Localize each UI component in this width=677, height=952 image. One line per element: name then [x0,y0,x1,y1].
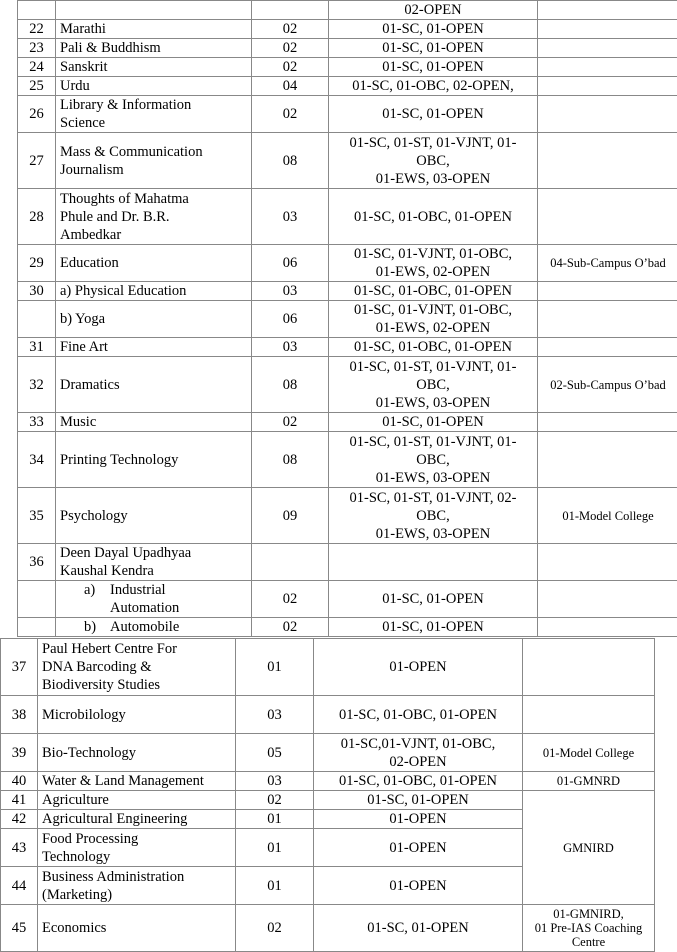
subject-cell-line: Agriculture [42,791,231,809]
subject-text [110,581,179,617]
reservation-cell [314,810,523,829]
reservation-cell [329,432,538,488]
subject-cell-line: Music [60,413,247,431]
remarks-cell-line: 01-GMNRD [527,774,650,788]
subject-cell-line: Education [60,254,247,272]
subject-cell-line: Marathi [60,20,247,38]
reservation-cell-line: 01-SC, 01-ST, 01-VJNT, 01- [333,358,533,376]
subject-cell-line: Psychology [60,507,247,525]
reservation-cell [314,696,523,734]
seats-cell: 02 [252,618,329,637]
subject-cell-line: Business Administration [42,868,231,886]
row-number: 23 [18,39,56,58]
seats-cell: 08 [252,357,329,413]
remarks-cell-line: 01 Pre-IAS Coaching [527,921,650,935]
reservation-cell [329,544,538,581]
reservation-cell [329,581,538,618]
remarks-cell-line: 02-Sub-Campus O’bad [542,378,674,392]
seats-cell: 08 [252,432,329,488]
table-row [18,77,677,96]
subject-cell-line: Printing Technology [60,451,247,469]
seats-cell: 09 [252,488,329,544]
row-number: 24 [18,58,56,77]
remarks-cell [538,133,677,189]
reservation-cell [314,867,523,905]
subject-cell [38,772,236,791]
reservation-cell-line: 01-SC, 01-ST, 01-VJNT, 01- [333,134,533,152]
subject-cell [56,133,252,189]
remarks-cell-line: 01-Model College [527,746,650,760]
reservation-cell-line: 01-SC, 01-OPEN [333,105,533,123]
reservation-cell-line: 01-SC, 01-OBC, 01-OPEN [333,338,533,356]
reservation-cell-line: 01-SC, 01-OPEN [333,618,533,636]
table-row [18,357,677,413]
row-number: 44 [1,867,38,905]
table-row [18,20,677,39]
seat-table-part-2 [0,638,655,952]
reservation-cell-line: OBC, [333,451,533,469]
remarks-cell [538,39,677,58]
remarks-cell-line: Centre [527,935,650,949]
row-number: 38 [1,696,38,734]
table-row [1,734,655,772]
reservation-cell [314,772,523,791]
reservation-cell-line: 01-SC, 01-OPEN [318,791,518,809]
seats-cell [252,544,329,581]
table-row [18,58,677,77]
subject-cell [56,338,252,357]
subject-cell-line: DNA Barcoding & [42,658,231,676]
subject-cell-line: Bio-Technology [42,744,231,762]
remarks-cell-line: 01-GMNIRD, [527,907,650,921]
remarks-cell [523,734,655,772]
remarks-cell [538,338,677,357]
seats-cell: 03 [236,772,314,791]
reservation-cell [314,829,523,867]
seat-table-part-1 [17,0,677,637]
subject-cell-line: Agricultural Engineering [42,810,231,828]
reservation-cell-line: 01-SC, 01-ST, 01-VJNT, 02- [333,489,533,507]
seats-cell: 05 [236,734,314,772]
table-row [18,189,677,245]
reservation-cell-line: 01-SC, 01-OPEN [333,20,533,38]
reservation-cell [329,488,538,544]
subject-cell-line: (Marketing) [42,886,231,904]
reservation-cell [329,96,538,133]
table-row [18,488,677,544]
remarks-cell-line: 01-Model College [542,509,674,523]
row-number: 28 [18,189,56,245]
table-row [1,905,655,952]
subject-cell [56,282,252,301]
table-row [1,791,655,810]
row-number: 31 [18,338,56,357]
subject-cell-line: Sanskrit [60,58,247,76]
reservation-cell-line: 01-OPEN [318,810,518,828]
list-marker: a) [84,581,110,617]
seats-cell: 01 [236,867,314,905]
seats-cell: 06 [252,301,329,338]
reservation-cell [329,413,538,432]
subject-cell-line: Ambedkar [60,226,247,244]
reservation-cell-line: 01-SC, 01-OPEN [318,919,518,937]
subject-cell-line: Dramatics [60,376,247,394]
row-number: 42 [1,810,38,829]
reservation-cell-line: 01-SC, 01-ST, 01-VJNT, 01- [333,433,533,451]
table-row [18,96,677,133]
subject-cell [56,58,252,77]
subject-cell [56,618,252,637]
remarks-cell [538,432,677,488]
subject-cell [56,488,252,544]
subject-cell [56,39,252,58]
subject-cell-line: Journalism [60,161,247,179]
reservation-cell [314,791,523,810]
subject-cell-line: Automobile [110,618,179,636]
row-number: 36 [18,544,56,581]
subject-cell-line: Library & Information [60,96,247,114]
subject-cell [56,189,252,245]
table-row [18,544,677,581]
seats-cell: 02 [252,413,329,432]
reservation-cell-line: 01-SC, 01-VJNT, 01-OBC, [333,301,533,319]
subject-cell-line: Industrial [110,581,179,599]
reservation-cell-line: OBC, [333,376,533,394]
reservation-cell [329,189,538,245]
reservation-cell-line: 01-SC, 01-OPEN [333,39,533,57]
row-number: 34 [18,432,56,488]
row-number: 25 [18,77,56,96]
seats-cell: 02 [252,96,329,133]
seats-cell: 03 [252,189,329,245]
subject-cell [56,301,252,338]
reservation-cell-line: 01-OPEN [318,839,518,857]
table-row [1,639,655,696]
subject-cell-line: b) Yoga [60,310,247,328]
subject-cell-line: Microbilology [42,706,231,724]
subject-cell-line: Science [60,114,247,132]
row-number: 37 [1,639,38,696]
remarks-cell [538,20,677,39]
table-row [18,282,677,301]
subject-cell [38,810,236,829]
subject-cell [38,791,236,810]
remarks-cell-merged: GMNIRD [523,791,655,905]
table-row [18,39,677,58]
reservation-cell-line: 01-OPEN [318,877,518,895]
subject-cell-line: Deen Dayal Upadhyaa [60,544,247,562]
reservation-cell [329,39,538,58]
table-row [18,1,677,20]
reservation-cell [329,338,538,357]
subject-cell [56,357,252,413]
row-number: 33 [18,413,56,432]
table-row [1,772,655,791]
seats-cell: 02 [252,581,329,618]
subject-cell-line: Biodiversity Studies [42,676,231,694]
reservation-cell-line: 01-SC, 01-OBC, 01-OPEN [333,282,533,300]
reservation-cell-line: 01-SC, 01-OPEN [333,58,533,76]
reservation-cell-line: 01-SC, 01-VJNT, 01-OBC, [333,245,533,263]
subject-cell [56,413,252,432]
subject-cell-line: Fine Art [60,338,247,356]
subject-cell-line: Urdu [60,77,247,95]
subject-cell [56,77,252,96]
remarks-cell [538,413,677,432]
subject-cell-line: Pali & Buddhism [60,39,247,57]
seats-cell: 03 [236,696,314,734]
reservation-cell-line: 01-SC,01-VJNT, 01-OBC, [318,735,518,753]
reservation-cell-line: 01-SC, 01-OBC, 01-OPEN [318,706,518,724]
reservation-cell-line: 01-OPEN [318,658,518,676]
reservation-cell: 02-OPEN [329,1,538,20]
table-row [18,581,677,618]
reservation-cell [314,639,523,696]
table-row [18,133,677,189]
subject-cell-line: Food Processing [42,830,231,848]
remarks-cell [538,357,677,413]
seats-cell: 03 [252,282,329,301]
row-number: 27 [18,133,56,189]
subject-cell [38,734,236,772]
seats-cell: 01 [236,639,314,696]
remarks-cell [523,772,655,791]
row-number: 41 [1,791,38,810]
seats-cell: 02 [252,39,329,58]
subject-cell [56,581,252,618]
reservation-cell-line: 01-EWS, 03-OPEN [333,170,533,188]
subject-cell [38,867,236,905]
row-number: 43 [1,829,38,867]
table-row [18,338,677,357]
reservation-cell-line: 02-OPEN [318,753,518,771]
remarks-cell [538,282,677,301]
reservation-cell [329,77,538,96]
list-marker: b) [84,618,110,636]
row-number: 32 [18,357,56,413]
reservation-cell-line: 01-SC, 01-OBC, 02-OPEN, [333,77,533,95]
seats-cell: 01 [236,810,314,829]
seats-cell: 02 [236,905,314,952]
seats-cell: 01 [236,829,314,867]
subject-cell [38,639,236,696]
subject-cell-line: Economics [42,919,231,937]
remarks-cell [538,488,677,544]
row-number [18,301,56,338]
subject-cell-line: Kaushal Kendra [60,562,247,580]
row-number: 22 [18,20,56,39]
reservation-cell-line: 01-SC, 01-OPEN [333,413,533,431]
subject-cell [56,432,252,488]
subject-cell [56,96,252,133]
reservation-cell [329,58,538,77]
table-row [18,301,677,338]
table-row [1,696,655,734]
reservation-cell [329,301,538,338]
reservation-cell [314,734,523,772]
subject-cell-line: Phule and Dr. B.R. [60,208,247,226]
remarks-cell [523,696,655,734]
remarks-cell [538,96,677,133]
subject-cell-line: Water & Land Management [42,772,231,790]
table-row [18,245,677,282]
reservation-cell [314,905,523,952]
remarks-cell [538,58,677,77]
row-number: 40 [1,772,38,791]
subject-cell [56,245,252,282]
subject-cell [38,905,236,952]
table-row [18,618,677,637]
seats-cell: 08 [252,133,329,189]
table-row [18,432,677,488]
remarks-cell [538,77,677,96]
subject-cell [56,544,252,581]
row-number: 45 [1,905,38,952]
reservation-cell [329,133,538,189]
subject-cell [38,696,236,734]
remarks-cell [538,301,677,338]
seats-cell: 03 [252,338,329,357]
table-row [18,413,677,432]
subject-cell-line: Thoughts of Mahatma [60,190,247,208]
reservation-cell-line: 01-SC, 01-OBC, 01-OPEN [318,772,518,790]
reservation-cell [329,357,538,413]
seats-cell: 02 [252,58,329,77]
row-number: 39 [1,734,38,772]
reservation-cell-line: 01-EWS, 03-OPEN [333,394,533,412]
reservation-cell-line: 01-EWS, 02-OPEN [333,263,533,281]
row-number: 26 [18,96,56,133]
subject-cell-line: Mass & Communication [60,143,247,161]
subject-cell [38,829,236,867]
reservation-cell [329,245,538,282]
row-number: 35 [18,488,56,544]
seats-cell: 04 [252,77,329,96]
reservation-cell-line: 01-SC, 01-OPEN [333,590,533,608]
subject-cell-line: Automation [110,599,179,617]
reservation-cell [329,282,538,301]
subject-cell-line: Paul Hebert Centre For [42,640,231,658]
reservation-cell-line: 01-SC, 01-OBC, 01-OPEN [333,208,533,226]
remarks-cell-line: 04-Sub-Campus O’bad [542,256,674,270]
remarks-cell [538,245,677,282]
remarks-cell [538,189,677,245]
reservation-cell-line: 01-EWS, 02-OPEN [333,319,533,337]
seats-cell: 02 [252,20,329,39]
subject-cell [56,20,252,39]
reservation-cell-line: 01-EWS, 03-OPEN [333,469,533,487]
row-number: 30 [18,282,56,301]
reservation-cell [329,618,538,637]
seats-cell: 02 [236,791,314,810]
subject-text [110,618,179,636]
reservation-cell-line: OBC, [333,507,533,525]
remarks-cell [538,544,677,581]
remarks-cell [523,905,655,952]
row-number: 29 [18,245,56,282]
reservation-cell-line: 01-EWS, 03-OPEN [333,525,533,543]
subject-cell-line: Technology [42,848,231,866]
subject-cell-line: a) Physical Education [60,282,247,300]
reservation-cell-line: OBC, [333,152,533,170]
reservation-cell [329,20,538,39]
seats-cell: 06 [252,245,329,282]
remarks-cell [523,639,655,696]
